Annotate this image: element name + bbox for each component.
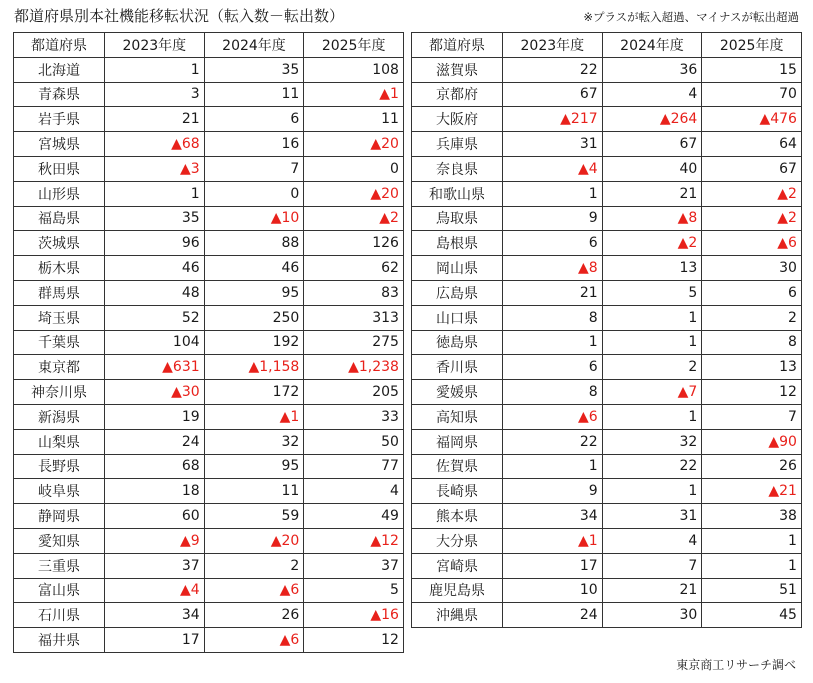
prefecture-cell: 島根県	[412, 231, 503, 256]
value-cell-fy2023: ▲6	[503, 404, 603, 429]
value-cell-fy2024: 0	[204, 181, 304, 206]
value-cell-fy2023: 1	[105, 181, 205, 206]
prefecture-cell: 大分県	[412, 528, 503, 553]
value-cell-fy2025: 83	[304, 280, 404, 305]
value-cell-fy2025: 38	[702, 504, 802, 529]
prefecture-cell: 広島県	[412, 280, 503, 305]
value-cell-fy2023: ▲30	[105, 380, 205, 405]
value-cell-fy2025: 49	[304, 504, 404, 529]
prefecture-cell: 沖縄県	[412, 603, 503, 628]
prefecture-cell: 岐阜県	[14, 479, 105, 504]
value-cell-fy2024: 30	[602, 603, 702, 628]
value-cell-fy2025: 13	[702, 355, 802, 380]
value-cell-fy2023: 31	[503, 132, 603, 157]
value-cell-fy2024: ▲20	[204, 528, 304, 553]
value-cell-fy2025: 67	[702, 156, 802, 181]
prefecture-cell: 北海道	[14, 57, 105, 82]
value-cell-fy2024: 95	[204, 454, 304, 479]
value-cell-fy2025: ▲12	[304, 528, 404, 553]
prefecture-cell: 新潟県	[14, 404, 105, 429]
prefecture-cell: 神奈川県	[14, 380, 105, 405]
prefecture-cell: 高知県	[412, 404, 503, 429]
header-fy2025: 2025年度	[304, 33, 404, 58]
table-row	[412, 479, 802, 504]
value-cell-fy2024: 5	[602, 280, 702, 305]
header-fy2024: 2024年度	[602, 33, 702, 58]
prefecture-cell: 石川県	[14, 603, 105, 628]
value-cell-fy2025: 33	[304, 404, 404, 429]
value-cell-fy2024: 95	[204, 280, 304, 305]
value-cell-fy2023: 68	[105, 454, 205, 479]
value-cell-fy2024: 7	[204, 156, 304, 181]
prefecture-cell: 福島県	[14, 206, 105, 231]
table-row	[412, 156, 802, 181]
value-cell-fy2023: 34	[105, 603, 205, 628]
value-cell-fy2024: 2	[204, 553, 304, 578]
table-row	[14, 82, 404, 107]
value-cell-fy2023: ▲9	[105, 528, 205, 553]
table-row	[14, 305, 404, 330]
value-cell-fy2025: 6	[702, 280, 802, 305]
value-cell-fy2023: 1	[105, 57, 205, 82]
value-cell-fy2024: 7	[602, 553, 702, 578]
table-row	[14, 454, 404, 479]
value-cell-fy2024: 21	[602, 578, 702, 603]
value-cell-fy2023: 9	[503, 479, 603, 504]
value-cell-fy2025: ▲6	[702, 231, 802, 256]
prefecture-cell: 愛知県	[14, 528, 105, 553]
value-cell-fy2025: 4	[304, 479, 404, 504]
value-cell-fy2024: ▲6	[204, 628, 304, 653]
table-row	[412, 82, 802, 107]
prefecture-cell: 長野県	[14, 454, 105, 479]
prefecture-cell: 和歌山県	[412, 181, 503, 206]
value-cell-fy2025: ▲20	[304, 132, 404, 157]
prefecture-cell: 大阪府	[412, 107, 503, 132]
value-cell-fy2024: 4	[602, 82, 702, 107]
prefecture-cell: 岩手県	[14, 107, 105, 132]
value-cell-fy2023: 6	[503, 355, 603, 380]
prefecture-cell: 静岡県	[14, 504, 105, 529]
value-cell-fy2025: 1	[702, 553, 802, 578]
prefecture-cell: 香川県	[412, 355, 503, 380]
value-cell-fy2024: ▲264	[602, 107, 702, 132]
table-row	[14, 628, 404, 653]
table-body-left	[14, 57, 404, 652]
table-row	[412, 206, 802, 231]
value-cell-fy2024: 32	[204, 429, 304, 454]
value-cell-fy2024: 21	[602, 181, 702, 206]
value-cell-fy2023: 10	[503, 578, 603, 603]
value-cell-fy2023: 67	[503, 82, 603, 107]
value-cell-fy2024: 32	[602, 429, 702, 454]
prefecture-cell: 山口県	[412, 305, 503, 330]
value-cell-fy2025: 37	[304, 553, 404, 578]
header-prefecture: 都道府県	[14, 33, 105, 58]
prefecture-cell: 三重県	[14, 553, 105, 578]
value-cell-fy2025: ▲2	[304, 206, 404, 231]
value-cell-fy2023: 37	[105, 553, 205, 578]
prefecture-cell: 鹿児島県	[412, 578, 503, 603]
value-cell-fy2025: 77	[304, 454, 404, 479]
value-cell-fy2025: 11	[304, 107, 404, 132]
table-row	[412, 256, 802, 281]
value-cell-fy2025: ▲2	[702, 181, 802, 206]
prefecture-cell: 徳島県	[412, 330, 503, 355]
table-header-row	[14, 33, 404, 58]
table-row	[14, 231, 404, 256]
value-cell-fy2023: 1	[503, 330, 603, 355]
value-cell-fy2024: 1	[602, 305, 702, 330]
value-cell-fy2023: 19	[105, 404, 205, 429]
value-cell-fy2024: 192	[204, 330, 304, 355]
value-cell-fy2024: 22	[602, 454, 702, 479]
prefecture-cell: 秋田県	[14, 156, 105, 181]
value-cell-fy2024: ▲7	[602, 380, 702, 405]
value-cell-fy2023: 60	[105, 504, 205, 529]
prefecture-table-right	[411, 32, 802, 628]
table-row	[412, 132, 802, 157]
header-fy2024: 2024年度	[204, 33, 304, 58]
value-cell-fy2023: 34	[503, 504, 603, 529]
value-cell-fy2023: ▲631	[105, 355, 205, 380]
value-cell-fy2024: 46	[204, 256, 304, 281]
value-cell-fy2024: 31	[602, 504, 702, 529]
value-cell-fy2025: 51	[702, 578, 802, 603]
value-cell-fy2023: 8	[503, 305, 603, 330]
value-cell-fy2025: 62	[304, 256, 404, 281]
table-row	[412, 528, 802, 553]
table-row	[14, 603, 404, 628]
value-cell-fy2023: 9	[503, 206, 603, 231]
prefecture-table-left	[13, 32, 404, 653]
prefecture-cell: 兵庫県	[412, 132, 503, 157]
value-cell-fy2023: 18	[105, 479, 205, 504]
value-cell-fy2024: 26	[204, 603, 304, 628]
table-row	[412, 330, 802, 355]
value-cell-fy2023: ▲1	[503, 528, 603, 553]
prefecture-cell: 山形県	[14, 181, 105, 206]
table-row	[14, 132, 404, 157]
table-row	[412, 280, 802, 305]
table-row	[14, 355, 404, 380]
header-fy2025: 2025年度	[702, 33, 802, 58]
value-cell-fy2023: 1	[503, 181, 603, 206]
value-cell-fy2023: 17	[105, 628, 205, 653]
value-cell-fy2024: 40	[602, 156, 702, 181]
value-cell-fy2024: 2	[602, 355, 702, 380]
value-cell-fy2025: ▲2	[702, 206, 802, 231]
value-cell-fy2025: 30	[702, 256, 802, 281]
table-row	[412, 553, 802, 578]
value-cell-fy2025: 275	[304, 330, 404, 355]
prefecture-cell: 千葉県	[14, 330, 105, 355]
value-cell-fy2025: 126	[304, 231, 404, 256]
prefecture-cell: 愛媛県	[412, 380, 503, 405]
table-row	[412, 454, 802, 479]
value-cell-fy2025: 5	[304, 578, 404, 603]
value-cell-fy2025: 205	[304, 380, 404, 405]
value-cell-fy2025: 12	[702, 380, 802, 405]
value-cell-fy2023: 46	[105, 256, 205, 281]
prefecture-cell: 滋賀県	[412, 57, 503, 82]
table-row	[412, 504, 802, 529]
table-row	[14, 206, 404, 231]
value-cell-fy2023: 22	[503, 57, 603, 82]
table-row	[14, 57, 404, 82]
value-cell-fy2023: ▲68	[105, 132, 205, 157]
value-cell-fy2024: 11	[204, 479, 304, 504]
prefecture-cell: 茨城県	[14, 231, 105, 256]
value-cell-fy2025: 7	[702, 404, 802, 429]
value-cell-fy2024: 67	[602, 132, 702, 157]
value-cell-fy2025: 1	[702, 528, 802, 553]
value-cell-fy2024: 11	[204, 82, 304, 107]
header-fy2023: 2023年度	[503, 33, 603, 58]
table-row	[412, 429, 802, 454]
value-cell-fy2024: ▲1,158	[204, 355, 304, 380]
value-cell-fy2025: 0	[304, 156, 404, 181]
prefecture-cell: 岡山県	[412, 256, 503, 281]
table-row	[412, 231, 802, 256]
table-row	[412, 578, 802, 603]
value-cell-fy2024: 6	[204, 107, 304, 132]
table-row	[412, 404, 802, 429]
prefecture-cell: 熊本県	[412, 504, 503, 529]
value-cell-fy2025: 8	[702, 330, 802, 355]
value-cell-fy2024: ▲6	[204, 578, 304, 603]
value-cell-fy2024: 88	[204, 231, 304, 256]
table-row	[14, 280, 404, 305]
value-cell-fy2025: ▲1	[304, 82, 404, 107]
table-row	[14, 380, 404, 405]
prefecture-cell: 京都府	[412, 82, 503, 107]
value-cell-fy2024: 172	[204, 380, 304, 405]
prefecture-cell: 青森県	[14, 82, 105, 107]
value-cell-fy2024: ▲8	[602, 206, 702, 231]
value-cell-fy2024: 1	[602, 404, 702, 429]
value-cell-fy2024: 36	[602, 57, 702, 82]
value-cell-fy2025: ▲21	[702, 479, 802, 504]
value-cell-fy2024: 250	[204, 305, 304, 330]
table-row	[412, 603, 802, 628]
prefecture-cell: 奈良県	[412, 156, 503, 181]
prefecture-cell: 宮崎県	[412, 553, 503, 578]
value-cell-fy2023: 21	[105, 107, 205, 132]
value-cell-fy2025: 50	[304, 429, 404, 454]
table-row	[14, 156, 404, 181]
table-row	[14, 107, 404, 132]
value-cell-fy2025: 2	[702, 305, 802, 330]
value-cell-fy2025: 108	[304, 57, 404, 82]
value-cell-fy2025: 12	[304, 628, 404, 653]
value-cell-fy2023: 1	[503, 454, 603, 479]
table-row	[412, 57, 802, 82]
value-cell-fy2024: ▲1	[204, 404, 304, 429]
value-cell-fy2023: 104	[105, 330, 205, 355]
prefecture-cell: 福井県	[14, 628, 105, 653]
value-cell-fy2025: 26	[702, 454, 802, 479]
legend-note: ※プラスが転入超過、マイナスが転出超過	[583, 10, 799, 24]
table-row	[14, 528, 404, 553]
prefecture-cell: 佐賀県	[412, 454, 503, 479]
value-cell-fy2023: ▲217	[503, 107, 603, 132]
value-cell-fy2024: ▲2	[602, 231, 702, 256]
value-cell-fy2024: 16	[204, 132, 304, 157]
table-row	[14, 504, 404, 529]
value-cell-fy2025: ▲476	[702, 107, 802, 132]
value-cell-fy2025: ▲1,238	[304, 355, 404, 380]
value-cell-fy2023: ▲3	[105, 156, 205, 181]
table-row	[14, 256, 404, 281]
value-cell-fy2025: 64	[702, 132, 802, 157]
table-row	[14, 330, 404, 355]
prefecture-cell: 群馬県	[14, 280, 105, 305]
prefecture-cell: 山梨県	[14, 429, 105, 454]
value-cell-fy2023: 8	[503, 380, 603, 405]
table-row	[412, 380, 802, 405]
value-cell-fy2023: ▲4	[503, 156, 603, 181]
value-cell-fy2025: 15	[702, 57, 802, 82]
table-row	[14, 553, 404, 578]
value-cell-fy2023: 21	[503, 280, 603, 305]
value-cell-fy2024: ▲10	[204, 206, 304, 231]
header-fy2023: 2023年度	[105, 33, 205, 58]
value-cell-fy2025: ▲20	[304, 181, 404, 206]
value-cell-fy2023: 35	[105, 206, 205, 231]
prefecture-cell: 埼玉県	[14, 305, 105, 330]
table-body-right	[412, 57, 802, 627]
value-cell-fy2023: 52	[105, 305, 205, 330]
value-cell-fy2023: ▲4	[105, 578, 205, 603]
table-row	[14, 578, 404, 603]
value-cell-fy2024: 13	[602, 256, 702, 281]
value-cell-fy2025: 70	[702, 82, 802, 107]
table-row	[412, 107, 802, 132]
value-cell-fy2025: ▲90	[702, 429, 802, 454]
table-header-row	[412, 33, 802, 58]
value-cell-fy2023: 6	[503, 231, 603, 256]
prefecture-cell: 宮城県	[14, 132, 105, 157]
table-row	[14, 181, 404, 206]
value-cell-fy2025: 45	[702, 603, 802, 628]
value-cell-fy2023: 17	[503, 553, 603, 578]
prefecture-cell: 富山県	[14, 578, 105, 603]
table-row	[412, 305, 802, 330]
page-title: 都道府県別本社機能移転状況（転入数－転出数）	[14, 7, 345, 25]
value-cell-fy2023: 22	[503, 429, 603, 454]
value-cell-fy2023: 96	[105, 231, 205, 256]
value-cell-fy2024: 1	[602, 330, 702, 355]
value-cell-fy2023: 24	[105, 429, 205, 454]
value-cell-fy2023: 3	[105, 82, 205, 107]
prefecture-cell: 栃木県	[14, 256, 105, 281]
table-row	[14, 479, 404, 504]
prefecture-cell: 東京都	[14, 355, 105, 380]
value-cell-fy2023: 24	[503, 603, 603, 628]
table-row	[14, 404, 404, 429]
value-cell-fy2024: 4	[602, 528, 702, 553]
table-row	[14, 429, 404, 454]
source-note: 東京商工リサーチ調べ	[676, 658, 796, 672]
table-row	[412, 181, 802, 206]
value-cell-fy2023: 48	[105, 280, 205, 305]
prefecture-cell: 長崎県	[412, 479, 503, 504]
value-cell-fy2024: 59	[204, 504, 304, 529]
header-prefecture: 都道府県	[412, 33, 503, 58]
value-cell-fy2025: ▲16	[304, 603, 404, 628]
prefecture-cell: 鳥取県	[412, 206, 503, 231]
value-cell-fy2025: 313	[304, 305, 404, 330]
prefecture-cell: 福岡県	[412, 429, 503, 454]
value-cell-fy2024: 35	[204, 57, 304, 82]
value-cell-fy2024: 1	[602, 479, 702, 504]
value-cell-fy2023: ▲8	[503, 256, 603, 281]
table-row	[412, 355, 802, 380]
